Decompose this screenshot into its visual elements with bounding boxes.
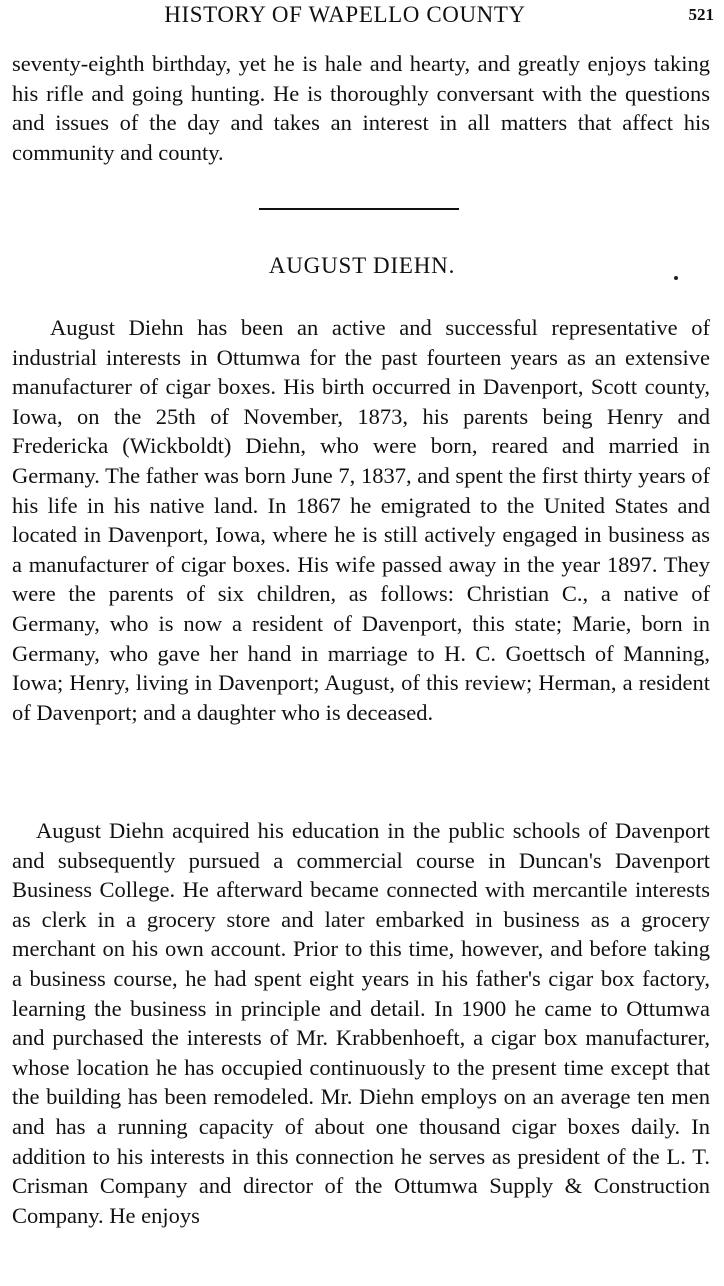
print-speck <box>674 276 678 280</box>
biography-paragraph-2: August Diehn acquired his education in the public schools of Davenport and subsequently pursued a commercial course in Duncan's Davenport Business College. He afterward became connected with mercantile interests as clerk in a grocery store and later embarked in business as a grocery merchant on his own account. Prior to this time, however, and before taking a business course, he had spent eight years in his father's cigar box factory, learning the business in principle and detail. In 1900 he came to Ottumwa and purchased the interests of Mr. Krabbenhoeft, a cigar box manufacturer, whose location he has occupied continuously to the present time except that the building has been remodeled. Mr. Diehn employs on an average ten men and has a running capacity of about one thousand cigar boxes daily. In addition to his interests in this connection he serves as president of the L. T. Crisman Company and director of the Ottumwa Supply & Construction Company. He enjoys <box>12 818 710 1228</box>
section-title: AUGUST DIEHN. <box>268 253 456 278</box>
biography-paragraph-1: August Diehn has been an active and successful representative of industrial interests in Ottumwa for the past fourteen years as an extensive manufacturer of cigar boxes. His birth occurred in Davenport, Scott county, Iowa, on the 25th of November, 1873, his parents being Henry and Fredericka (Wickboldt) Diehn, who were born, reared and married in Germany. The father was born June 7, 1837, and spent the first thirty years of his life in his native land. In 1867 he emigrated to the United States and located in Davenport, Iowa, where he is still actively engaged in business as a manufacturer of cigar boxes. His wife passed away in the year 1897. They were the parents of six children, as follows: Christian C., a native of Germany, who is now a resident of Davenport, this state; Marie, born in Germany, who gave her hand in marriage to H. C. Goettsch of Manning, Iowa; Henry, living in Davenport; August, of this review; Herman, a resident of Davenport; and a daughter who is deceased. <box>12 315 710 725</box>
continuation-paragraph: seventy-eighth birthday, yet he is hale and hearty, and greatly enjoys taking his rifle and going hunting. He is thoroughly conversant with the questions and issues of the day and takes an interest in all matters that affect his community and county. <box>12 51 710 165</box>
page-number: 521 <box>688 5 714 24</box>
running-head: HISTORY OF WAPELLO COUNTY <box>164 2 526 27</box>
page-header <box>0 2 724 32</box>
section-divider <box>259 208 459 210</box>
